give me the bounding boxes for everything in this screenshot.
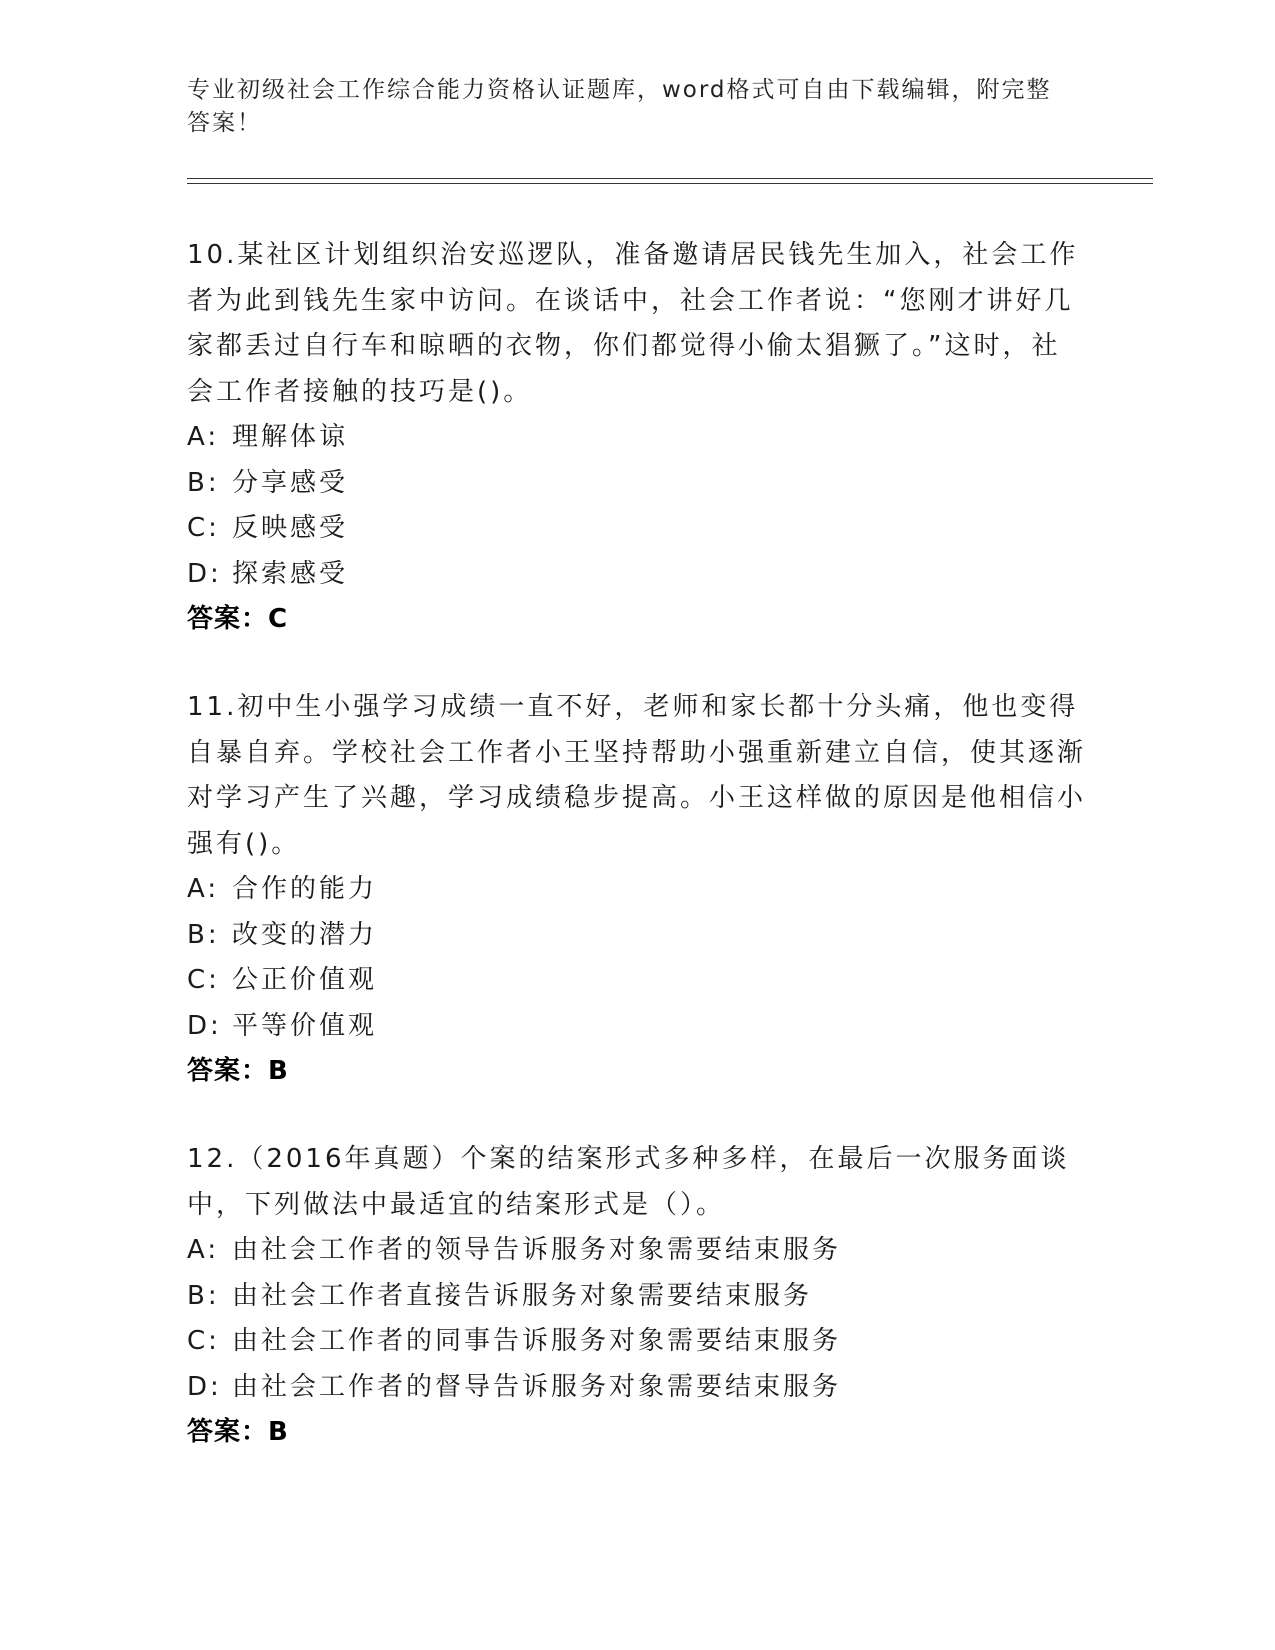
option-letter: C: (187, 513, 220, 543)
option-c (187, 958, 1087, 1004)
question-stem: 12.（2016年真题）个案的结案形式多种多样，在最后一次服务面谈中，下列做法中最适宜的结案形式是（）。 (187, 1144, 1070, 1220)
question-stem: 11.初中生小强学习成绩一直不好，老师和家长都十分头痛，他也变得自暴自弃。学校社会工作者小王坚持帮助小强重新建立自信，使其逐渐对学习产生了兴趣，学习成绩稳步提高。小王这样做的原因是他相信小强有()。 (187, 692, 1087, 859)
option-letter: D: (187, 1010, 222, 1041)
option-letter: C: (187, 965, 220, 995)
option-d (187, 1365, 1087, 1411)
option-text: 反映感受 (232, 513, 349, 543)
option-a (187, 867, 1087, 913)
option-b (187, 913, 1087, 959)
option-letter: C: (187, 1326, 220, 1356)
option-text: 由社会工作者直接告诉服务对象需要结束服务 (232, 1280, 813, 1311)
option-letter: A: (187, 874, 220, 904)
option-b (187, 461, 1087, 507)
question-12 (187, 1137, 1087, 1456)
option-text: 分享感受 (232, 467, 349, 498)
option-text: 合作的能力 (232, 874, 378, 904)
option-b (187, 1274, 1087, 1320)
option-letter: A: (187, 422, 220, 452)
option-text: 由社会工作者的同事告诉服务对象需要结束服务 (232, 1326, 842, 1356)
option-text: 平等价值观 (232, 1010, 378, 1041)
option-letter: B: (187, 919, 220, 950)
option-a (187, 1228, 1087, 1274)
option-letter: A: (187, 1235, 220, 1265)
question-11 (187, 685, 1087, 1095)
document-header: 专业初级社会工作综合能力资格认证题库，word格式可自由下载编辑，附完整答案！ (187, 77, 1052, 136)
option-d (187, 552, 1087, 598)
option-text: 公正价值观 (232, 965, 378, 995)
answer-line: 答案：B (187, 1056, 289, 1086)
option-text: 探索感受 (232, 558, 349, 589)
option-letter: B: (187, 467, 220, 498)
header-divider-bottom (187, 183, 1153, 184)
header-divider-top (187, 178, 1153, 179)
option-letter: D: (187, 558, 222, 589)
option-text: 理解体谅 (232, 422, 349, 452)
option-text: 由社会工作者的督导告诉服务对象需要结束服务 (232, 1371, 842, 1402)
option-d (187, 1004, 1087, 1050)
question-10 (187, 233, 1087, 643)
option-c (187, 506, 1087, 552)
answer-line: 答案：C (187, 604, 289, 634)
option-c (187, 1319, 1087, 1365)
answer-line: 答案：B (187, 1417, 289, 1447)
option-letter: D: (187, 1371, 222, 1402)
option-a (187, 415, 1087, 461)
option-text: 由社会工作者的领导告诉服务对象需要结束服务 (232, 1235, 842, 1265)
question-stem: 10.某社区计划组织治安巡逻队，准备邀请居民钱先生加入，社会工作者为此到钱先生家中访问。在谈话中，社会工作者说：“您刚才讲好几家都丢过自行车和晾晒的衣物，你们都觉得小偷太猖獗了。”这时，社会工作者接触的技巧是()。 (187, 240, 1079, 407)
option-text: 改变的潜力 (232, 919, 378, 950)
option-letter: B: (187, 1280, 220, 1311)
